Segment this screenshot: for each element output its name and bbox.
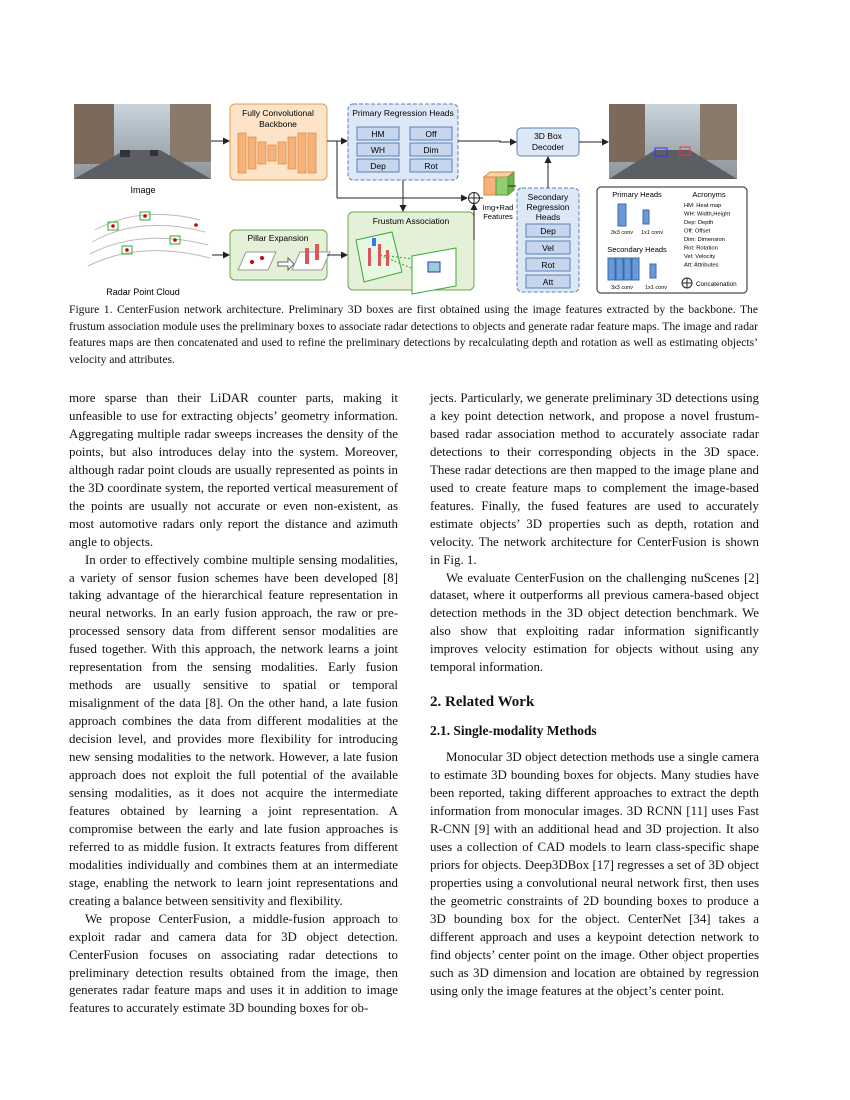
- acronym-att: Att: Attributes: [684, 262, 719, 269]
- backbone-title-1: Fully Convolutional: [242, 108, 314, 118]
- legend-primary-title: Primary Heads: [612, 190, 662, 199]
- radar-point-cloud: [88, 212, 210, 266]
- image-label: Image: [130, 185, 156, 195]
- sec-head-att-label: Att: [542, 277, 554, 287]
- section-heading: 2. Related Work: [430, 694, 535, 711]
- paragraph: We evaluate CenterFusion on the challenging nuScenes [2] dataset, where it outperforms all previous camera-based object detection methods in the 3D object detection benchmark. We also show that exploiting radar information significantly improves velocity estimation for objects without using any temporal information.: [430, 570, 759, 675]
- sec-head-dep-label: Dep: [540, 226, 556, 236]
- head-rot-label: Rot: [424, 161, 438, 171]
- acronym-dim: Dim: Dimension: [684, 237, 725, 243]
- concat-icon: [469, 193, 480, 204]
- legend-concat-label: Concatenation: [696, 281, 737, 288]
- input-image: [74, 104, 211, 179]
- decoder-label-1: 3D Box: [534, 131, 562, 141]
- subsection-heading: 2.1. Single-modality Methods: [430, 723, 597, 739]
- secondary-title-3: Heads: [535, 212, 561, 222]
- acronym-vel: Vel: Velocity: [684, 254, 716, 260]
- legend-conv3-secondary: 3x3 conv: [610, 285, 634, 291]
- secondary-title-2: Regression: [526, 202, 570, 212]
- head-off-label: Off: [425, 129, 437, 139]
- legend-acronyms-title: Acronyms: [692, 190, 726, 199]
- paragraph: Monocular 3D object detection methods use a single camera to estimate 3D bounding boxes for objects. Many studies have been reported, taking different approaches to extract the depth information from monocular images. 3D RCNN [11] uses Fast R-CNN [9] with an additional head and 3D projection. It also uses a collection of CAD models to learn class-specific shape priors for objects. Deep3DBox [17] regresses a set of 3D object properties using a convolutional neural network first, then uses the geometric constraints of 2D bounding boxes to produce a 3D bounding box for the object. CenterNet [34] takes a different approach and uses a keypoint detection network to find objects’ center point on the image. Other object properties such as 3D dimension and location are obtained by regression using only the image features at the object’s center point.: [430, 750, 759, 998]
- radar-label: Radar Point Cloud: [106, 287, 180, 297]
- legend-conv1-secondary: 1x1 conv: [644, 285, 668, 291]
- head-wh-label: WH: [370, 145, 386, 155]
- features-label-2: Features: [483, 212, 513, 221]
- output-image: [609, 104, 737, 179]
- secondary-title-1: Secondary: [527, 192, 569, 202]
- head-hm-label: HM: [371, 129, 385, 139]
- pillar-title: Pillar Expansion: [247, 233, 309, 243]
- figure-caption: Figure 1. CenterFusion network architecture. Preliminary 3D boxes are first obtained using the image features extracted by the backbone. The frustum association module uses the preliminary boxes to associate radar detections to objects and generate radar feature maps. The image and radar features maps are then concatenated and used to refine the preliminary detections by recalculating depth and rotation as well as estimating objects’ velocity and attributes.: [69, 303, 758, 366]
- acronym-wh: WH: Width,Height: [684, 211, 731, 218]
- acronym-dep: Dep: Depth: [684, 220, 714, 226]
- decoder-label-2: Decoder: [531, 142, 565, 152]
- legend-secondary-title: Secondary Heads: [607, 245, 667, 254]
- acronym-rot: Rot: Rotation: [684, 245, 718, 252]
- acronym-off: Off: Offset: [684, 228, 711, 235]
- sec-head-rot-label: Rot: [541, 260, 555, 270]
- architecture-figure: [0, 0, 850, 300]
- legend-concat-icon: [682, 278, 692, 288]
- feature-cube: [484, 172, 514, 195]
- backbone-title-2: Backbone: [259, 119, 297, 129]
- paragraph: We propose CenterFusion, a middle-fusion approach to exploit radar and camera data for 3D object detection. CenterFusion focuses on associating radar detections to preliminary detection results obtained from the image, then generates radar feature maps and uses it in addition to image features to accurately estimate 3D bounding boxes for ob-: [69, 911, 398, 1016]
- legend-conv3-primary: 3x3 conv: [610, 230, 634, 236]
- head-dep-label: Dep: [370, 161, 386, 171]
- paragraph: more sparse than their LiDAR counter parts, making it unfeasible to use for extracting objects’ geometry information. Aggregating multiple radar sweeps increases the density of the points, but also introduces delay into the system. Moreover, although radar point clouds are usually represented as points in the 3D coordinate system, the reported vertical measurement of the points are usually not accurate or even non-existent, as most automotive radars only report the distance and azimuth angle to objects.: [69, 391, 398, 549]
- paragraph: In order to effectively combine multiple sensing modalities, a variety of sensor fusion schemes have been developed [8] taking advantage of the hierarchical feature representation in neural networks. In an early fusion approach, the raw or pre-processed sensory data from different sensor modalities are fused together. With this approach, the network learns a joint representation from the sensing modalities. Early fusion methods are usually sensitive to spatial or temporal misalignment of the data [8]. On the other hand, a late fusion approach combines the data from different modalities at the decision level, and provides more flexibility for introducing new sensing modalities to the network. However, a late fusion approach does not exploit the full potential of the available sensing modalities, as it does not acquire the intermediate features obtained by learning a joint representation. A compromise between the early and late fusion approaches is referred to as middle fusion. It extracts features from different modalities individually and combines them at an intermediate stage, enabling the network to learn joint representations and creating a balance between sensitivity and flexibility.: [69, 552, 398, 908]
- sec-head-vel-label: Vel: [542, 243, 554, 253]
- head-dim-label: Dim: [423, 145, 439, 155]
- acronym-hm: HM: Heat map: [684, 203, 722, 209]
- left-column: [69, 390, 398, 1018]
- right-column: [430, 390, 759, 1001]
- legend-conv1-primary: 1x1 conv: [640, 230, 664, 236]
- frustum-title: Frustum Association: [372, 216, 450, 226]
- primary-heads-title: Primary Regression Heads: [352, 108, 454, 118]
- paragraph: jects. Particularly, we generate preliminary 3D detections using a key point detection network, and propose a novel frustum-based radar association method to accurately associate radar detections to their corresponding objects in the 3D space. These radar detections are then mapped to the image plane and used to create feature maps to complement the image-based features. Finally, the fused features are used to accurately estimate objects’ 3D properties such as depth, rotation and velocity. The network architecture for CenterFusion is shown in Fig. 1.: [430, 391, 759, 567]
- features-label-1: Img+Rad: [482, 203, 514, 212]
